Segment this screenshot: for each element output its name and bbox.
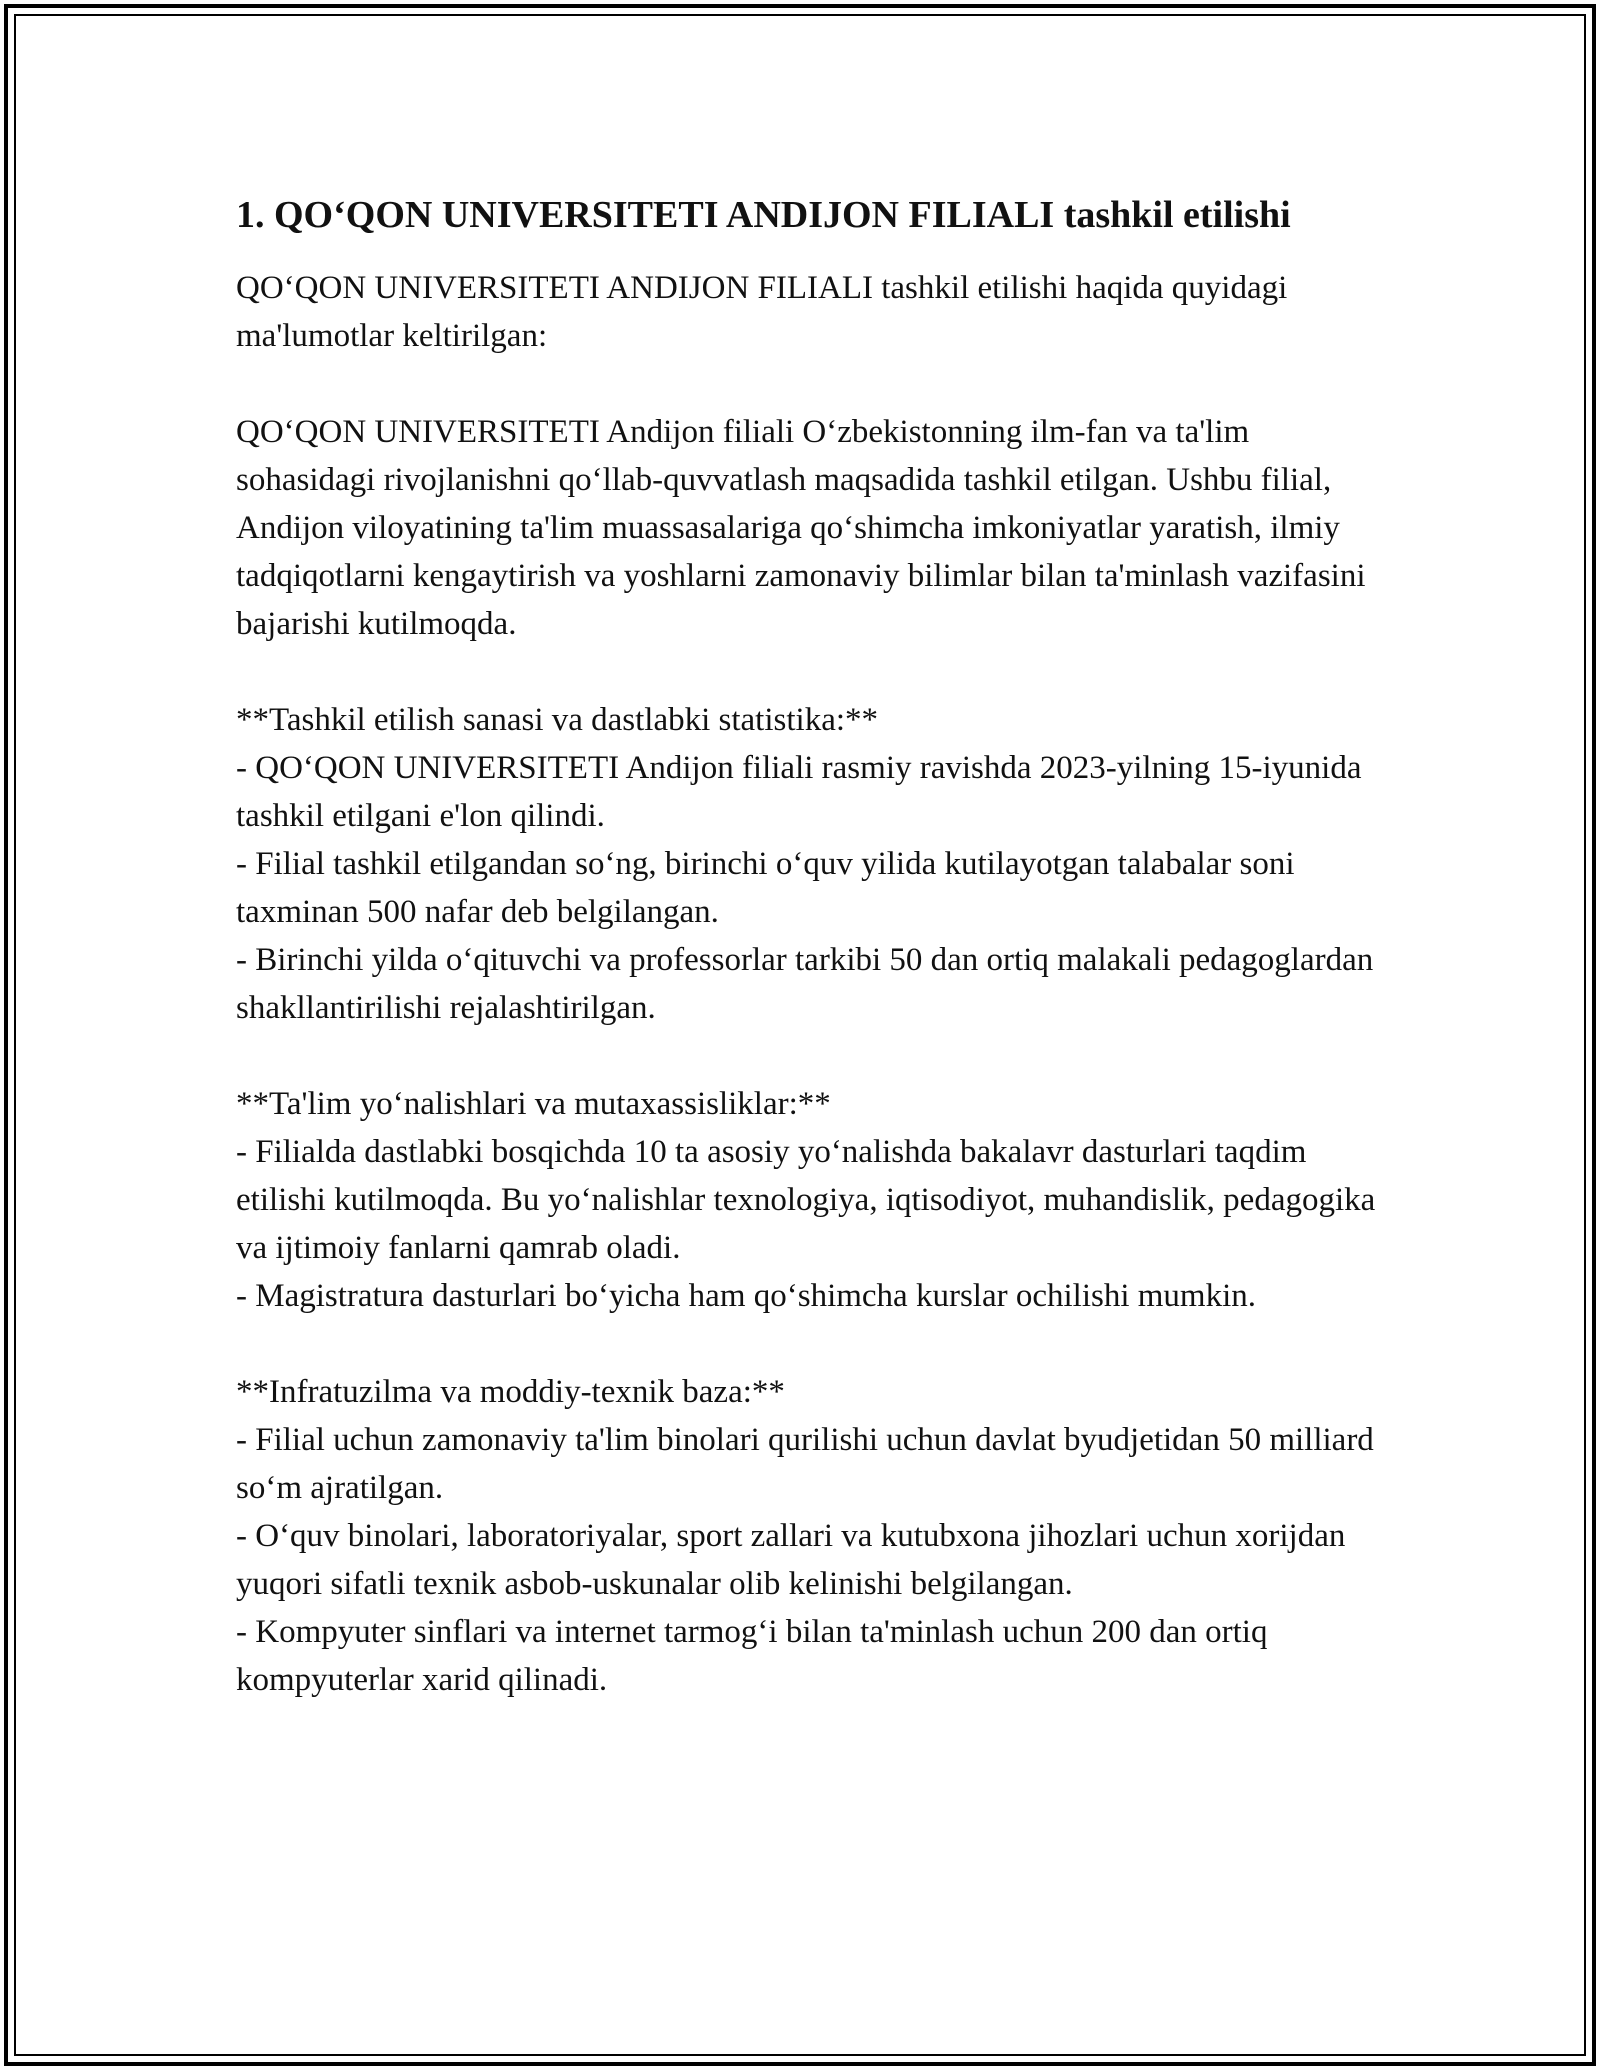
- list-item: - O‘quv binolari, laboratoriyalar, sport zallari va kutubxona jihozlari uchun xorijdan yuqori sifatli texnik asbob-uskunalar olib kelinishi belgilangan.: [236, 1518, 1346, 1602]
- document-title: 1. QO‘QON UNIVERSITETI ANDIJON FILIALI tashkil etilishi: [236, 194, 1291, 236]
- intro-paragraph: QO‘QON UNIVERSITETI ANDIJON FILIALI tashkil etilishi haqida quyidagi ma'lumotlar keltirilgan:: [236, 270, 1288, 354]
- section-founding: [236, 696, 1386, 1032]
- section-heading: **Ta'lim yo‘nalishlari va mutaxassisliklar:**: [236, 1086, 831, 1122]
- list-item: - Filial tashkil etilgandan so‘ng, birinchi o‘quv yilida kutilayotgan talabalar soni taxminan 500 nafar deb belgilangan.: [236, 846, 1295, 930]
- overview-paragraph: QO‘QON UNIVERSITETI Andijon filiali O‘zbekistonning ilm-fan va ta'lim sohasidagi rivojlanishni qo‘llab-quvvatlash maqsadida tashkil etilgan. Ushbu filial, Andijon viloyatining ta'lim muassasalariga qo‘shimcha imkoniyatlar yaratish, ilmiy tadqiqotlarni kengaytirish va yoshlarni zamonaviy bilimlar bilan ta'minlash vazifasini bajarishi kutilmoqda.: [236, 414, 1366, 642]
- section-heading: **Tashkil etilish sanasi va dastlabki statistika:**: [236, 702, 879, 738]
- list-item: - Birinchi yilda o‘qituvchi va professorlar tarkibi 50 dan ortiq malakali pedagoglardan shakllantirilishi rejalashtirilgan.: [236, 942, 1374, 1026]
- list-item: - Filialda dastlabki bosqichda 10 ta asosiy yo‘nalishda bakalavr dasturlari taqdim etilishi kutilmoqda. Bu yo‘nalishlar texnologiya, iqtisodiyot, muhandislik, pedagogika va ijtimoiy fanlarni qamrab oladi.: [236, 1134, 1376, 1266]
- document-body: [236, 188, 1386, 1704]
- list-item: - Magistratura dasturlari bo‘yicha ham qo‘shimcha kurslar ochilishi mumkin.: [236, 1278, 1257, 1314]
- paragraph-spacer: [236, 1320, 1386, 1368]
- section-infrastructure: [236, 1368, 1386, 1704]
- section-heading: **Infratuzilma va moddiy-texnik baza:**: [236, 1374, 785, 1410]
- paragraph-spacer: [236, 1032, 1386, 1080]
- list-item: - Kompyuter sinflari va internet tarmog‘i bilan ta'minlash uchun 200 dan ortiq kompyuterlar xarid qilinadi.: [236, 1614, 1268, 1698]
- list-item: - QO‘QON UNIVERSITETI Andijon filiali rasmiy ravishda 2023-yilning 15-iyunida tashkil etilgani e'lon qilindi.: [236, 750, 1362, 834]
- paragraph-spacer: [236, 648, 1386, 696]
- list-item: - Filial uchun zamonaviy ta'lim binolari qurilishi uchun davlat byudjetidan 50 milliard so‘m ajratilgan.: [236, 1422, 1374, 1506]
- paragraph-spacer: [236, 360, 1386, 408]
- section-programs: [236, 1080, 1386, 1320]
